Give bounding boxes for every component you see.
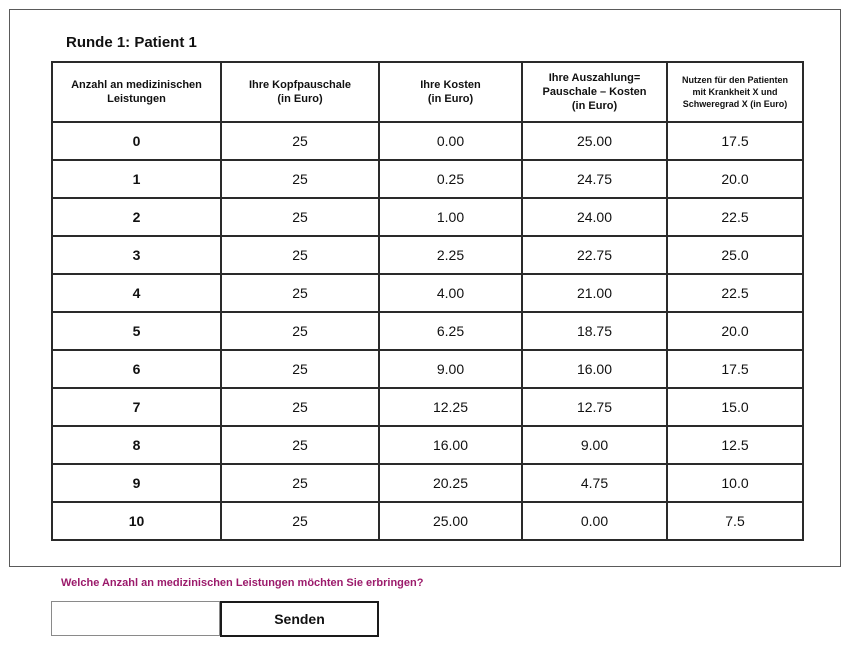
patient-benefit-cell: 12.5	[667, 426, 803, 464]
page-title: Runde 1: Patient 1	[66, 34, 197, 51]
table-row	[52, 312, 803, 350]
patient-benefit-cell: 22.5	[667, 274, 803, 312]
table-row	[52, 274, 803, 312]
payout-cell: 0.00	[522, 502, 667, 540]
table-row	[52, 426, 803, 464]
services-count-cell: 8	[52, 426, 221, 464]
costs-cell: 0.00	[379, 122, 522, 160]
patient-benefit-cell: 10.0	[667, 464, 803, 502]
patient-benefit-cell: 20.0	[667, 160, 803, 198]
payout-cell: 25.00	[522, 122, 667, 160]
services-count-cell: 2	[52, 198, 221, 236]
costs-cell: 6.25	[379, 312, 522, 350]
patient-benefit-cell: 25.0	[667, 236, 803, 274]
table-row	[52, 502, 803, 540]
patient-benefit-cell: 20.0	[667, 312, 803, 350]
services-count-cell: 4	[52, 274, 221, 312]
costs-cell: 1.00	[379, 198, 522, 236]
table-row	[52, 198, 803, 236]
payout-cell: 4.75	[522, 464, 667, 502]
costs-cell: 16.00	[379, 426, 522, 464]
table-row	[52, 160, 803, 198]
costs-cell: 25.00	[379, 502, 522, 540]
table-header-row	[52, 62, 803, 122]
table-row	[52, 464, 803, 502]
payout-cell: 16.00	[522, 350, 667, 388]
send-button[interactable]: Senden	[220, 601, 379, 637]
capitation-cell: 25	[221, 502, 379, 540]
table-row	[52, 350, 803, 388]
services-count-cell: 5	[52, 312, 221, 350]
costs-cell: 4.00	[379, 274, 522, 312]
services-count-cell: 0	[52, 122, 221, 160]
capitation-cell: 25	[221, 274, 379, 312]
capitation-cell: 25	[221, 198, 379, 236]
services-count-cell: 10	[52, 502, 221, 540]
services-count-cell: 6	[52, 350, 221, 388]
question-label: Welche Anzahl an medizinischen Leistungen möchten Sie erbringen?	[61, 577, 424, 589]
services-count-input[interactable]	[51, 601, 220, 636]
services-count-cell: 7	[52, 388, 221, 426]
services-count-cell: 1	[52, 160, 221, 198]
table-body	[52, 122, 803, 540]
capitation-cell: 25	[221, 388, 379, 426]
payout-cell: 24.00	[522, 198, 667, 236]
capitation-cell: 25	[221, 312, 379, 350]
capitation-cell: 25	[221, 464, 379, 502]
patient-benefit-cell: 15.0	[667, 388, 803, 426]
capitation-cell: 25	[221, 350, 379, 388]
patient-benefit-cell: 17.5	[667, 350, 803, 388]
payout-cell: 24.75	[522, 160, 667, 198]
payout-cell: 18.75	[522, 312, 667, 350]
header-capitation: Ihre Kopfpauschale (in Euro)	[221, 62, 379, 122]
capitation-cell: 25	[221, 160, 379, 198]
header-costs: Ihre Kosten (in Euro)	[379, 62, 522, 122]
services-count-cell: 9	[52, 464, 221, 502]
header-payout: Ihre Auszahlung= Pauschale – Kosten (in Euro)	[522, 62, 667, 122]
table-row	[52, 388, 803, 426]
capitation-cell: 25	[221, 236, 379, 274]
services-count-cell: 3	[52, 236, 221, 274]
patient-benefit-cell: 17.5	[667, 122, 803, 160]
capitation-cell: 25	[221, 122, 379, 160]
payoff-table	[51, 61, 804, 541]
payout-cell: 21.00	[522, 274, 667, 312]
costs-cell: 12.25	[379, 388, 522, 426]
costs-cell: 20.25	[379, 464, 522, 502]
payout-cell: 9.00	[522, 426, 667, 464]
header-patient-benefit: Nutzen für den Patienten mit Krankheit X und Schweregrad X (in Euro)	[667, 62, 803, 122]
costs-cell: 9.00	[379, 350, 522, 388]
payout-cell: 12.75	[522, 388, 667, 426]
costs-cell: 0.25	[379, 160, 522, 198]
costs-cell: 2.25	[379, 236, 522, 274]
patient-benefit-cell: 22.5	[667, 198, 803, 236]
table-row	[52, 122, 803, 160]
header-services-count: Anzahl an medizinischen Leistungen	[52, 62, 221, 122]
table-row	[52, 236, 803, 274]
capitation-cell: 25	[221, 426, 379, 464]
payout-cell: 22.75	[522, 236, 667, 274]
patient-benefit-cell: 7.5	[667, 502, 803, 540]
